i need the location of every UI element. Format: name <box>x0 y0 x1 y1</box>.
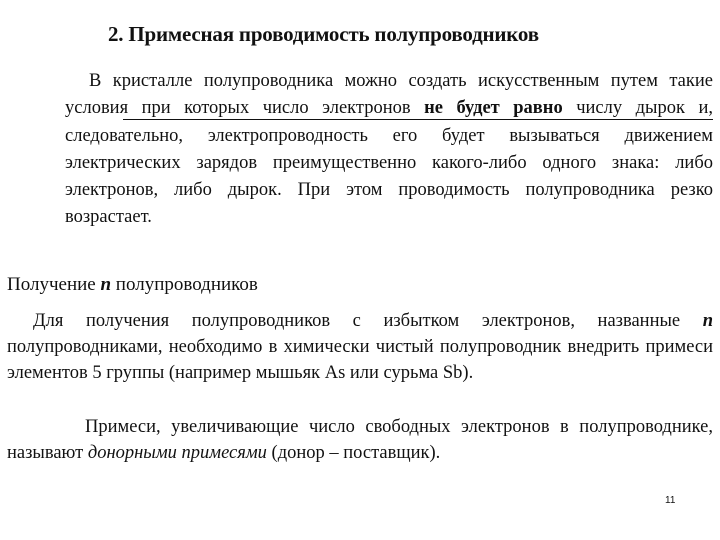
section-subheading <box>7 274 258 296</box>
subheading-n-letter: n <box>100 274 112 295</box>
intro-bold-phrase: не будет равно <box>424 98 563 119</box>
slide-title: 2. Примесная проводимость полупроводников <box>108 22 539 46</box>
subheading-text-start: Получение <box>7 274 101 295</box>
intro-text-start: В кристалле полупроводника можно создать искусственным путем такие условия при которых число электронов <box>65 71 713 119</box>
n-type-paragraph <box>7 308 713 386</box>
n-type-letter: n <box>702 311 713 331</box>
donor-paragraph <box>7 414 713 466</box>
underline-rule <box>123 119 713 120</box>
subheading-text-end: полупроводников <box>111 274 258 295</box>
n-type-text-start: Для получения полупроводников с избытком электронов, названные <box>33 311 703 331</box>
donor-text-end: (донор – поставщик). <box>266 443 441 463</box>
donor-term: донорными примесями <box>87 443 267 463</box>
intro-text-end: числу дырок и, следовательно, электропроводность его будет вызываться движением электрических зарядов преимущественно какого-либо одного знака: либо электронов, либо дырок. При этом проводимость полупроводника резко возрастает. <box>65 98 713 228</box>
n-type-text-end: полупроводниками, необходимо в химически чистый полупроводник внедрить примеси элементов 5 группы (например мышьяк As или сурьма Sb). <box>7 337 713 383</box>
intro-paragraph <box>65 68 713 232</box>
page-number: 11 <box>665 495 676 506</box>
donor-text-start: Примеси, увеличивающие число свободных электронов в полупроводнике, называют <box>7 417 713 463</box>
